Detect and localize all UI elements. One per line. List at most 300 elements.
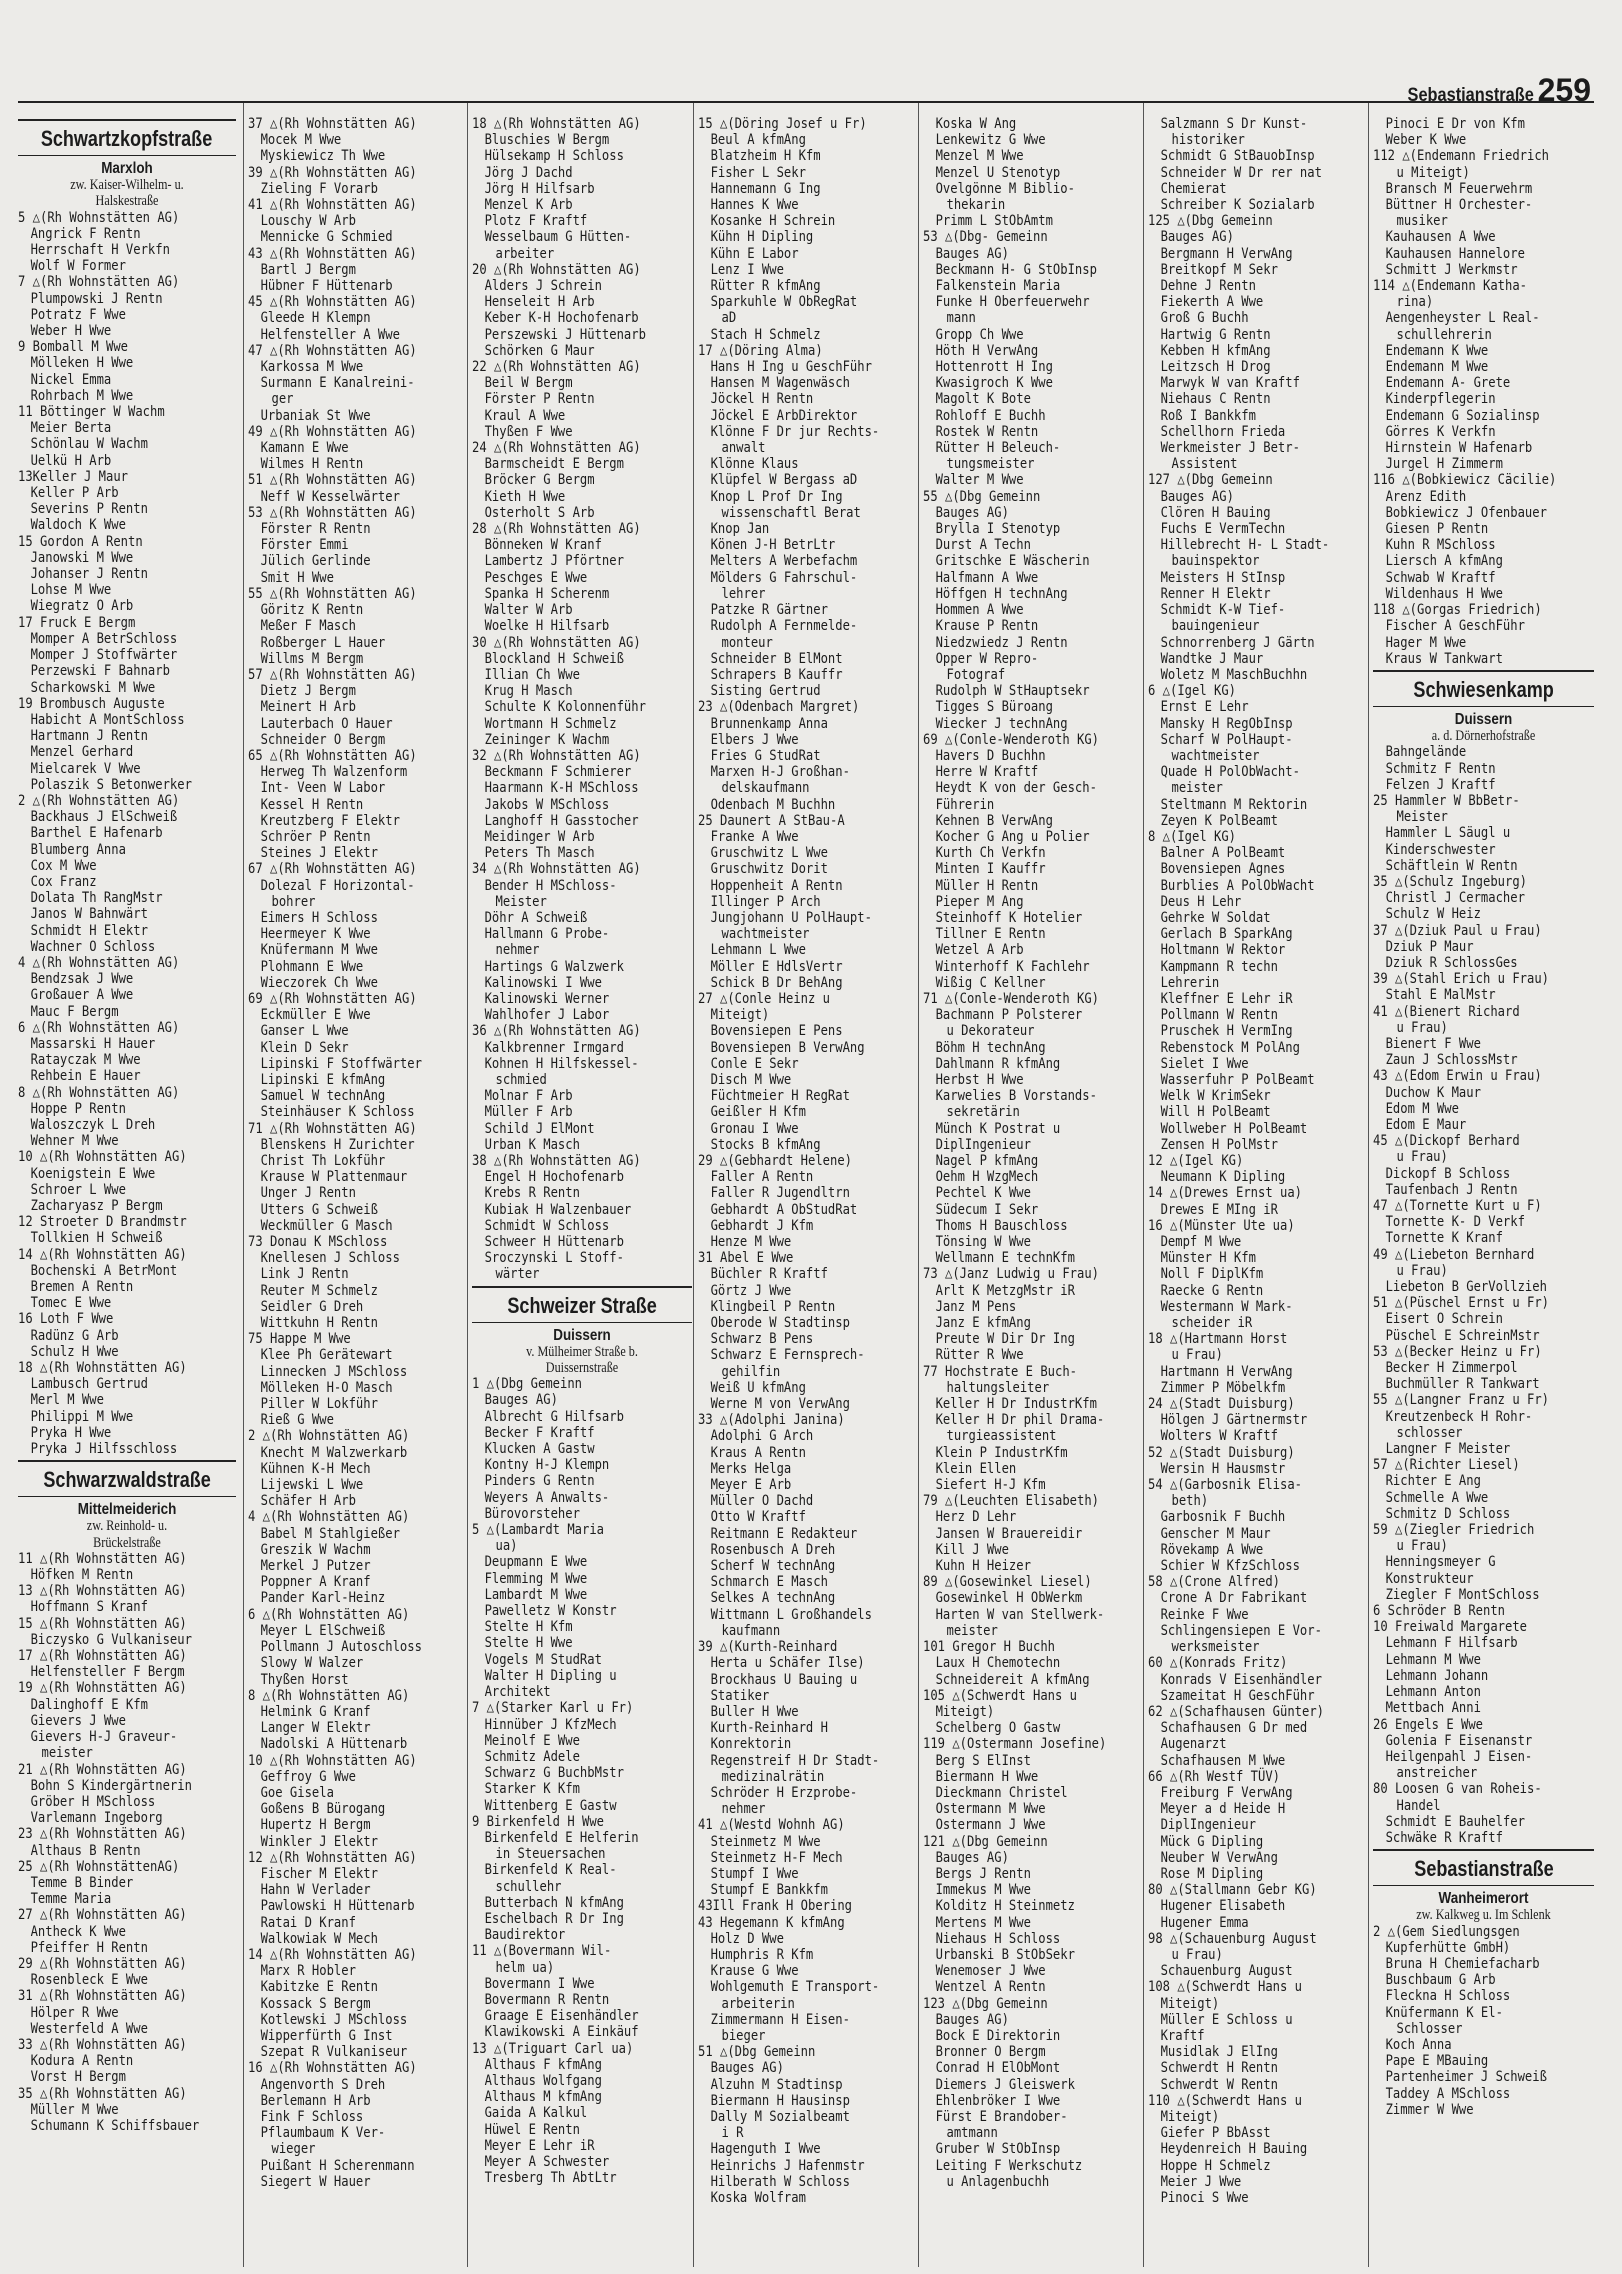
house-entry: 4 △(Rh Wohnstätten AG) <box>248 1509 410 1526</box>
resident-entry: Klingbeil P Rentn <box>710 1298 836 1315</box>
house-entry: 69 △(Rh Wohnstätten AG) <box>248 990 417 1007</box>
resident-entry: Konstrukteur <box>1385 1570 1474 1587</box>
resident-entry: u Miteigt) <box>1396 164 1470 181</box>
resident-entry: Geffroy G Wwe <box>260 1768 356 1785</box>
resident-entry: Kolditz H Steinmetz <box>935 1898 1075 1915</box>
resident-entry: Schmidt G StBauobInsp <box>1160 148 1315 165</box>
resident-entry: werksmeister <box>1171 1639 1260 1656</box>
house-entry: 1 △(Dbg Gemeinn <box>472 1376 583 1393</box>
house-entry: 10 △(Rh Wohnstätten AG) <box>18 1149 187 1166</box>
house-entry: 2 △(Rh Wohnstätten AG) <box>18 792 180 809</box>
resident-entry: Lenz I Wwe <box>710 261 784 278</box>
resident-entry: Menzel M Wwe <box>935 148 1024 165</box>
resident-entry: Pinoci S Wwe <box>1160 2190 1249 2206</box>
street-heading <box>472 1286 692 1323</box>
house-entry: 28 △(Rh Wohnstätten AG) <box>472 521 641 538</box>
resident-entry: Görres K Verkfn <box>1385 423 1496 440</box>
street-location-note: zw. Reinhold- u. <box>86 1518 168 1535</box>
resident-entry: Taddey A MSchloss <box>1385 2085 1511 2102</box>
resident-entry: Reuter M Schmelz <box>260 1282 378 1299</box>
resident-entry: Janos W Bahnwärt <box>30 906 148 923</box>
resident-entry: Dolezal F Horizontal- <box>260 877 415 894</box>
resident-entry: wachtmeister <box>721 926 810 943</box>
resident-entry: Garbosnik F Buchh <box>1160 1509 1286 1526</box>
resident-entry: Hommen A Wwe <box>935 602 1024 619</box>
resident-entry: Wittmann L Großhandels <box>710 1606 872 1623</box>
resident-entry: Steinhoff K Hotelier <box>935 909 1083 926</box>
house-entry: 89 △(Gosewinkel Liesel) <box>923 1574 1092 1591</box>
resident-entry: Gerlach B SparkAng <box>1160 926 1293 943</box>
resident-entry: Conrad H ElObMont <box>935 2060 1061 2077</box>
resident-entry: Zacharyasz P Bergm <box>30 1198 163 1214</box>
resident-entry: Odenbach M Buchhn <box>710 796 836 813</box>
resident-entry: Kühnen K-H Mech <box>260 1460 371 1477</box>
resident-entry: Radünz G Arb <box>30 1327 119 1344</box>
street-location-note: Halskestraße <box>95 193 159 210</box>
resident-entry: Nadolski A Hüttenarb <box>260 1736 408 1753</box>
resident-entry: Kraus W Tankwart <box>1385 650 1503 667</box>
resident-entry: arbeiter <box>495 245 555 262</box>
resident-entry: Müller M Wwe <box>30 2101 119 2118</box>
header-rule <box>18 101 1594 103</box>
resident-entry: Keber K-H Hochofenarb <box>484 310 639 327</box>
resident-entry: Blumberg Anna <box>30 841 126 858</box>
house-entry: 53 △(Becker Heinz u Fr) <box>1373 1343 1542 1360</box>
resident-entry: Edom M Wwe <box>1385 1100 1459 1117</box>
resident-entry: Kontny H-J Klempn <box>484 1457 610 1474</box>
page-header <box>1346 72 1591 109</box>
resident-entry: Püschel E SchreinMstr <box>1385 1327 1540 1344</box>
resident-entry: Berg S ElInst <box>935 1752 1031 1769</box>
resident-entry: Stumpf I Wwe <box>710 1865 799 1882</box>
resident-entry: Konrads V Eisenhändler <box>1160 1671 1322 1688</box>
house-entry: 23 △(Odenbach Margret) <box>698 699 860 716</box>
resident-entry: Weber K Wwe <box>1385 132 1467 149</box>
resident-entry: Fleckna H Schloss <box>1385 1988 1511 2005</box>
resident-entry: Berlemann H Arb <box>260 2092 371 2109</box>
resident-entry: Smit H Wwe <box>260 569 334 586</box>
resident-entry: Herweg Th Walzenform <box>260 764 408 781</box>
resident-entry: Blatzheim H Kfm <box>710 148 821 165</box>
house-entry: 52 △(Stadt Duisburg) <box>1148 1444 1295 1461</box>
resident-entry: u Anlagenbuchh <box>946 2173 1050 2190</box>
column-1 <box>18 116 236 2266</box>
resident-entry: Bluschies W Bergm <box>484 132 610 149</box>
resident-entry: Schröder H Erzprobe- <box>710 1784 858 1801</box>
resident-entry: Miteigt) <box>1160 2108 1220 2125</box>
resident-entry: Lehmann F Hilfsarb <box>1385 1635 1518 1652</box>
resident-entry: Jöckel E ArbDirektor <box>710 407 858 424</box>
resident-entry: Schick B Dr BehAng <box>710 974 843 991</box>
resident-entry: Hölper R Wwe <box>30 2004 119 2021</box>
house-entry: 47 △(Rh Wohnstätten AG) <box>248 342 417 359</box>
resident-entry: Hager M Wwe <box>1385 634 1467 651</box>
resident-entry: Schelberg O Gastw <box>935 1720 1061 1737</box>
resident-entry: Meisters H StInsp <box>1160 569 1286 586</box>
resident-entry: Wipperfürth G Inst <box>260 2027 393 2044</box>
resident-entry: Bauges AG) <box>1160 229 1234 246</box>
resident-entry: Elbers J Wwe <box>710 731 799 748</box>
resident-entry: Gleede H Klempn <box>260 310 371 327</box>
resident-entry: Helmink G Kranf <box>260 1703 371 1720</box>
house-entry: 62 △(Schafhausen Günter) <box>1148 1703 1324 1720</box>
resident-entry: Winkler J Elektr <box>260 1833 378 1850</box>
street-location-note: Duissernstraße <box>545 1360 619 1377</box>
resident-entry: Oberode W Stadtinsp <box>710 1315 850 1332</box>
resident-entry: Dally M Sozialbeamt <box>710 2108 850 2125</box>
house-entry: 39 △(Rh Wohnstätten AG) <box>248 164 417 181</box>
resident-entry: thekarin <box>946 197 1006 214</box>
house-entry: 11 △(Bovermann Wil- <box>472 1943 612 1960</box>
resident-entry: Dalinghoff E Kfm <box>30 1696 148 1713</box>
resident-entry: Uelkü H Arb <box>30 452 112 469</box>
column-divider <box>467 103 468 2267</box>
resident-entry: Menzel U Stenotyp <box>935 164 1061 181</box>
house-entry: 4 △(Rh Wohnstätten AG) <box>18 954 180 971</box>
resident-entry: Alzuhn M Stadtinsp <box>710 2076 843 2093</box>
resident-entry: Knellesen J Schloss <box>260 1250 400 1267</box>
resident-entry: Stelte H Kfm <box>484 1619 573 1636</box>
resident-entry: Pinoci E Dr von Kfm <box>1385 116 1525 132</box>
resident-entry: Gaida A Kalkul <box>484 2105 588 2122</box>
resident-entry: Kohnen H Hilfskessel- <box>484 1055 639 1072</box>
house-entry: 35 △(Rh Wohnstätten AG) <box>18 2085 187 2102</box>
resident-entry: Taufenbach J Rentn <box>1385 1181 1518 1198</box>
resident-entry: Bauges AG) <box>935 1849 1009 1866</box>
resident-entry: historiker <box>1171 132 1245 149</box>
resident-entry: Müller O Dachd <box>710 1493 814 1510</box>
resident-entry: Langhoff H Gasstocher <box>484 812 639 829</box>
resident-entry: Diemers J Gleiswerk <box>935 2076 1075 2093</box>
resident-entry: Hinnüber J KfzMech <box>484 1716 617 1733</box>
resident-entry: Augenarzt <box>1160 1736 1227 1753</box>
house-entry: 58 △(Crone Alfred) <box>1148 1574 1280 1591</box>
resident-entry: Führerin <box>935 796 995 813</box>
resident-entry: Rütter R kfmAng <box>710 278 821 295</box>
resident-entry: Szameitat H GeschFühr <box>1160 1687 1315 1704</box>
resident-entry: Walter M Wwe <box>935 472 1024 489</box>
resident-entry: Johanser J Rentn <box>30 566 148 583</box>
resident-entry: Henningsmeyer G <box>1385 1554 1496 1571</box>
resident-entry: Kalkbrenner Irmgard <box>484 1039 624 1056</box>
resident-entry: Mertens M Wwe <box>935 1914 1031 1931</box>
resident-entry: Unger J Rentn <box>260 1185 356 1202</box>
resident-entry: Momper J Stoffwärter <box>30 647 178 664</box>
resident-entry: anstreicher <box>1396 1765 1478 1782</box>
resident-entry: lehrer <box>721 585 766 602</box>
resident-entry: meister <box>41 1745 93 1762</box>
resident-entry: Wilmes H Rentn <box>260 456 364 473</box>
resident-entry: Schneider W Dr rer nat <box>1160 164 1322 181</box>
resident-entry: Bauges AG) <box>484 1392 558 1409</box>
resident-entry: Chemierat <box>1160 180 1227 197</box>
resident-entry: Kalinowski I Wwe <box>484 974 602 991</box>
resident-entry: Rosenbleck E Wwe <box>30 1972 148 1989</box>
resident-entry: Conle E Sekr <box>710 1055 799 1072</box>
resident-entry: Rudolph A Fernmelde- <box>710 618 858 635</box>
resident-entry: Faller A Rentn <box>710 1169 814 1186</box>
resident-entry: Gronau I Wwe <box>710 1120 799 1137</box>
column-divider <box>243 103 244 2267</box>
house-entry: 17 △(Döring Alma) <box>698 342 823 359</box>
resident-entry: Kossack S Bergm <box>260 1995 371 2012</box>
resident-entry: Zeininger K Wachm <box>484 731 610 748</box>
resident-entry: Werne M von VerwAng <box>710 1396 850 1413</box>
resident-entry: Brockhaus U Bauing u <box>710 1671 858 1688</box>
house-entry: 45 △(Dickopf Berhard <box>1373 1133 1520 1150</box>
resident-entry: Hübner F Hüttenarb <box>260 278 393 295</box>
resident-entry: Schmidt K-W Tief- <box>1160 602 1286 619</box>
resident-entry: Niedzwiedz J Rentn <box>935 634 1068 651</box>
street-name: Schweizer Straße <box>507 1292 657 1318</box>
resident-entry: Lauterbach O Hauer <box>260 715 393 732</box>
resident-entry: Schumann K Schiffsbauer <box>30 2117 200 2134</box>
resident-entry: Kamann E Wwe <box>260 440 349 457</box>
resident-entry: Janowski M Wwe <box>30 549 134 566</box>
resident-entry: Schröer P Rentn <box>260 828 371 845</box>
house-entry: 15 Gordon A Rentn <box>18 533 143 550</box>
house-entry: 34 △(Rh Wohnstätten AG) <box>472 861 641 878</box>
house-entry: 110 △(Schwerdt Hans u <box>1148 2092 1302 2109</box>
street-heading <box>18 1460 236 1497</box>
street-location-note: a. d. Dörnerhofstraße <box>1431 728 1536 745</box>
resident-entry: Fries G StudRat <box>710 747 821 764</box>
resident-entry: Herrschaft H Verkfn <box>30 242 170 259</box>
resident-entry: u Frau) <box>1171 1946 1223 1963</box>
resident-entry: Zaun J SchlossMstr <box>1385 1052 1518 1069</box>
house-entry: 15 △(Rh Wohnstätten AG) <box>18 1615 187 1632</box>
resident-entry: Polaszik S Betonwerker <box>30 776 192 793</box>
resident-entry: Hupertz H Bergm <box>260 1817 371 1834</box>
resident-entry: Deupmann E Wwe <box>484 1554 588 1571</box>
resident-entry: Wolters W Kraftf <box>1160 1428 1278 1445</box>
resident-entry: Bartl J Bergm <box>260 261 356 278</box>
column-5 <box>923 116 1141 2266</box>
resident-entry: Starker K Kfm <box>484 1781 580 1798</box>
house-entry: 118 △(Gorgas Friedrich) <box>1373 602 1542 619</box>
resident-entry: Schmitz F Rentn <box>1385 760 1496 777</box>
house-entry: 31 Abel E Wwe <box>698 1250 794 1267</box>
resident-entry: Meinert H Arb <box>260 699 356 716</box>
district-name: Marxloh <box>101 160 153 177</box>
house-entry: 24 △(Rh Wohnstätten AG) <box>472 440 641 457</box>
resident-entry: Könen J-H BetrLtr <box>710 537 836 554</box>
resident-entry: Buller H Wwe <box>710 1703 799 1720</box>
column-3 <box>472 116 692 2266</box>
resident-entry: aD <box>721 310 737 327</box>
resident-entry: u Frau) <box>1171 1347 1223 1364</box>
resident-entry: Felzen J Kraftf <box>1385 776 1496 793</box>
resident-entry: arbeiterin <box>721 1995 795 2012</box>
resident-entry: Schmidt H Elektr <box>30 922 148 939</box>
resident-entry: Peters Th Masch <box>484 845 595 862</box>
resident-entry: Westerfeld A Wwe <box>30 2020 148 2037</box>
resident-entry: Hillebrecht H- L Stadt- <box>1160 537 1330 554</box>
resident-entry: Büchler R Kraftf <box>710 1266 828 1283</box>
resident-entry: Schroer L Wwe <box>30 1181 126 1198</box>
resident-entry: Kocher G Ang u Polier <box>935 828 1090 845</box>
resident-entry: Urbaniak St Wwe <box>260 407 371 424</box>
resident-entry: Schneider O Bergm <box>260 731 386 748</box>
resident-entry: Dziuk P Maur <box>1385 938 1474 955</box>
resident-entry: Rövekamp A Wwe <box>1160 1541 1264 1558</box>
house-entry: 55 △(Dbg Gemeinn <box>923 488 1041 505</box>
resident-entry: Bovensiepen B VerwAng <box>710 1039 865 1056</box>
resident-entry: Weber H Wwe <box>30 323 112 340</box>
house-entry: 41 △(Bienert Richard <box>1373 1003 1520 1020</box>
resident-entry: Falkenstein Maria <box>935 278 1061 295</box>
resident-entry: anwalt <box>721 440 766 457</box>
resident-entry: Momper A BetrSchloss <box>30 630 178 647</box>
resident-entry: bohrer <box>271 893 316 910</box>
resident-entry: Bahngelände <box>1385 744 1467 761</box>
resident-entry: Holz D Wwe <box>710 1930 784 1947</box>
resident-entry: Meier J Wwe <box>1160 2173 1242 2190</box>
resident-entry: meister <box>1171 780 1223 797</box>
resident-entry: Varlemann Ingeborg <box>30 1810 163 1827</box>
house-entry: 32 △(Rh Wohnstätten AG) <box>472 747 641 764</box>
resident-entry: Henseleit H Arb <box>484 294 595 311</box>
resident-entry: Kühn E Labor <box>710 245 799 262</box>
resident-entry: Mauc F Bergm <box>30 1003 119 1020</box>
resident-entry: Endemann G Sozialinsp <box>1385 407 1540 424</box>
resident-entry: Holtmann W Rektor <box>1160 942 1286 959</box>
resident-entry: Koska W Ang <box>935 116 1017 132</box>
resident-entry: Drewes E MIng iR <box>1160 1201 1278 1218</box>
resident-entry: Merkel J Putzer <box>260 1558 371 1575</box>
resident-entry: Breitkopf M Sekr <box>1160 261 1278 278</box>
resident-entry: Koch Anna <box>1385 2036 1452 2053</box>
resident-entry: u Frau) <box>1396 1019 1448 1036</box>
resident-entry: Niehaus H Schloss <box>935 1930 1061 1947</box>
resident-entry: Bremen A Rentn <box>30 1279 134 1296</box>
house-entry: 16 △(Rh Wohnstätten AG) <box>248 2060 417 2077</box>
resident-entry: Vorst H Bergm <box>30 2069 126 2086</box>
resident-entry: schullehr <box>495 1878 562 1895</box>
resident-entry: Bauges AG) <box>935 504 1009 521</box>
resident-entry: Knüfermann K El- <box>1385 2004 1503 2021</box>
resident-entry: Fotograf <box>946 666 1006 683</box>
resident-entry: Jungjohann U PolHaupt- <box>710 909 872 926</box>
resident-entry: u Dekorateur <box>946 1023 1035 1040</box>
resident-entry: Möller E HdlsVertr <box>710 958 843 975</box>
resident-entry: Hannes K Wwe <box>710 197 799 214</box>
street-location-note: zw. Kalkweg u. Im Schlenk <box>1416 1907 1551 1924</box>
resident-entry: Meier Berta <box>30 420 112 437</box>
resident-entry: Höffgen H technAng <box>935 585 1068 602</box>
resident-entry: Lambusch Gertrud <box>30 1376 148 1393</box>
house-entry: 15 △(Döring Josef u Fr) <box>698 116 867 132</box>
resident-entry: Bobkiewicz J Ofenbauer <box>1385 504 1547 521</box>
column-divider <box>918 103 919 2267</box>
resident-entry: Kühn H Dipling <box>710 229 814 246</box>
resident-entry: Lambertz J Pförtner <box>484 553 624 570</box>
resident-entry: Temme B Binder <box>30 1874 134 1891</box>
resident-entry: Walter H Dipling u <box>484 1667 617 1684</box>
resident-entry: Habicht A MontSchloss <box>30 711 185 728</box>
resident-entry: Marwyk W van Kraftf <box>1160 375 1300 392</box>
resident-entry: Raecke G Rentn <box>1160 1282 1264 1299</box>
resident-entry: Schulz W Heiz <box>1385 906 1481 923</box>
resident-entry: Ratai D Kranf <box>260 1914 356 1931</box>
resident-entry: Halfmann A Wwe <box>935 569 1039 586</box>
resident-entry: Bohn S Kindergärtnerin <box>30 1777 192 1794</box>
resident-entry: Pollmann W Rentn <box>1160 1007 1278 1024</box>
house-entry: 27 △(Rh Wohnstätten AG) <box>18 1907 187 1924</box>
house-entry: 7 △(Rh Wohnstätten AG) <box>18 274 180 291</box>
resident-entry: Merl M Wwe <box>30 1392 104 1409</box>
resident-entry: Krug H Masch <box>484 683 573 700</box>
house-entry: 25 △(Rh WohnstättenAG) <box>18 1858 180 1875</box>
resident-entry: Meinolf E Wwe <box>484 1732 580 1749</box>
resident-entry: Meyer A Schwester <box>484 2153 610 2170</box>
resident-entry: Mettbach Anni <box>1385 1700 1481 1717</box>
resident-entry: Weckmüller G Masch <box>260 1217 393 1234</box>
resident-entry: Heydt K von der Gesch- <box>935 780 1097 797</box>
resident-entry: Schlosser <box>1396 2020 1463 2037</box>
resident-entry: Wittenberg E Gastw <box>484 1797 617 1814</box>
house-entry: 13 △(Rh Wohnstätten AG) <box>18 1583 187 1600</box>
resident-entry: Mennicke G Schmied <box>260 229 393 246</box>
house-entry: 119 △(Ostermann Josefine) <box>923 1736 1107 1753</box>
column-4 <box>698 116 916 2266</box>
resident-entry: Klein D Sekr <box>260 1039 349 1056</box>
resident-entry: Kupferhütte GmbH) <box>1385 1939 1511 1956</box>
resident-entry: Schulz H Wwe <box>30 1343 119 1360</box>
house-entry: 43 Hegemann K kfmAng <box>698 1914 845 1931</box>
resident-entry: Ehlenbröker I Wwe <box>935 2092 1061 2109</box>
resident-entry: Pawlowski H Hüttenarb <box>260 1898 415 1915</box>
resident-entry: Klein Ellen <box>935 1460 1017 1477</box>
house-entry: 18 △(Rh Wohnstätten AG) <box>472 116 641 132</box>
resident-entry: Lehmann L Wwe <box>710 942 806 959</box>
street-heading <box>1373 1849 1594 1886</box>
resident-entry: Spanka H Scherenm <box>484 585 610 602</box>
house-entry: 59 △(Ziegler Friedrich <box>1373 1522 1535 1539</box>
resident-entry: Weiß U kfmAng <box>710 1379 806 1396</box>
resident-entry: amtmann <box>946 2125 998 2142</box>
resident-entry: Mölleken H-O Masch <box>260 1379 393 1396</box>
resident-entry: Fuchs E VermTechn <box>1160 521 1286 538</box>
house-entry: 112 △(Endemann Friedrich <box>1373 148 1549 165</box>
column-divider <box>1368 103 1369 2267</box>
resident-entry: Bovensiepen E Pens <box>710 1023 843 1040</box>
house-entry: 14 △(Rh Wohnstätten AG) <box>248 1946 417 1963</box>
resident-entry: Beckmann F Schmierer <box>484 764 632 781</box>
resident-entry: Gosewinkel H ObWerkm <box>935 1590 1083 1607</box>
resident-entry: Vogels M StudRat <box>484 1651 602 1668</box>
resident-entry: Musidlak J ElIng <box>1160 2044 1278 2061</box>
resident-entry: wissenschaftl Berat <box>721 504 861 521</box>
resident-entry: Waldoch K Wwe <box>30 517 126 534</box>
resident-entry: Lenkewitz G Wwe <box>935 132 1046 149</box>
house-entry: 29 △(Rh Wohnstätten AG) <box>18 1955 187 1972</box>
resident-entry: Steinmetz H-F Mech <box>710 1849 843 1866</box>
resident-entry: Schreiber K Sozialarb <box>1160 197 1315 214</box>
resident-entry: Tornette K Kranf <box>1385 1230 1503 1247</box>
house-entry: 18 △(Rh Wohnstätten AG) <box>18 1360 187 1377</box>
resident-entry: Adolphi G Arch <box>710 1428 814 1445</box>
resident-entry: Handel <box>1396 1797 1441 1814</box>
house-entry: 108 △(Schwerdt Hans u <box>1148 1979 1302 1996</box>
resident-entry: Deus H Lehr <box>1160 893 1242 910</box>
resident-entry: Schmitz D Schloss <box>1385 1505 1511 1522</box>
resident-entry: Rebenstock M PolAng <box>1160 1039 1300 1056</box>
resident-entry: Kreutzberg F Elektr <box>260 812 400 829</box>
resident-entry: Kodura A Rentn <box>30 2053 134 2070</box>
resident-entry: Arlt K MetzgMstr iR <box>935 1282 1075 1299</box>
house-entry: 71 △(Conle-Wenderoth KG) <box>923 990 1099 1007</box>
